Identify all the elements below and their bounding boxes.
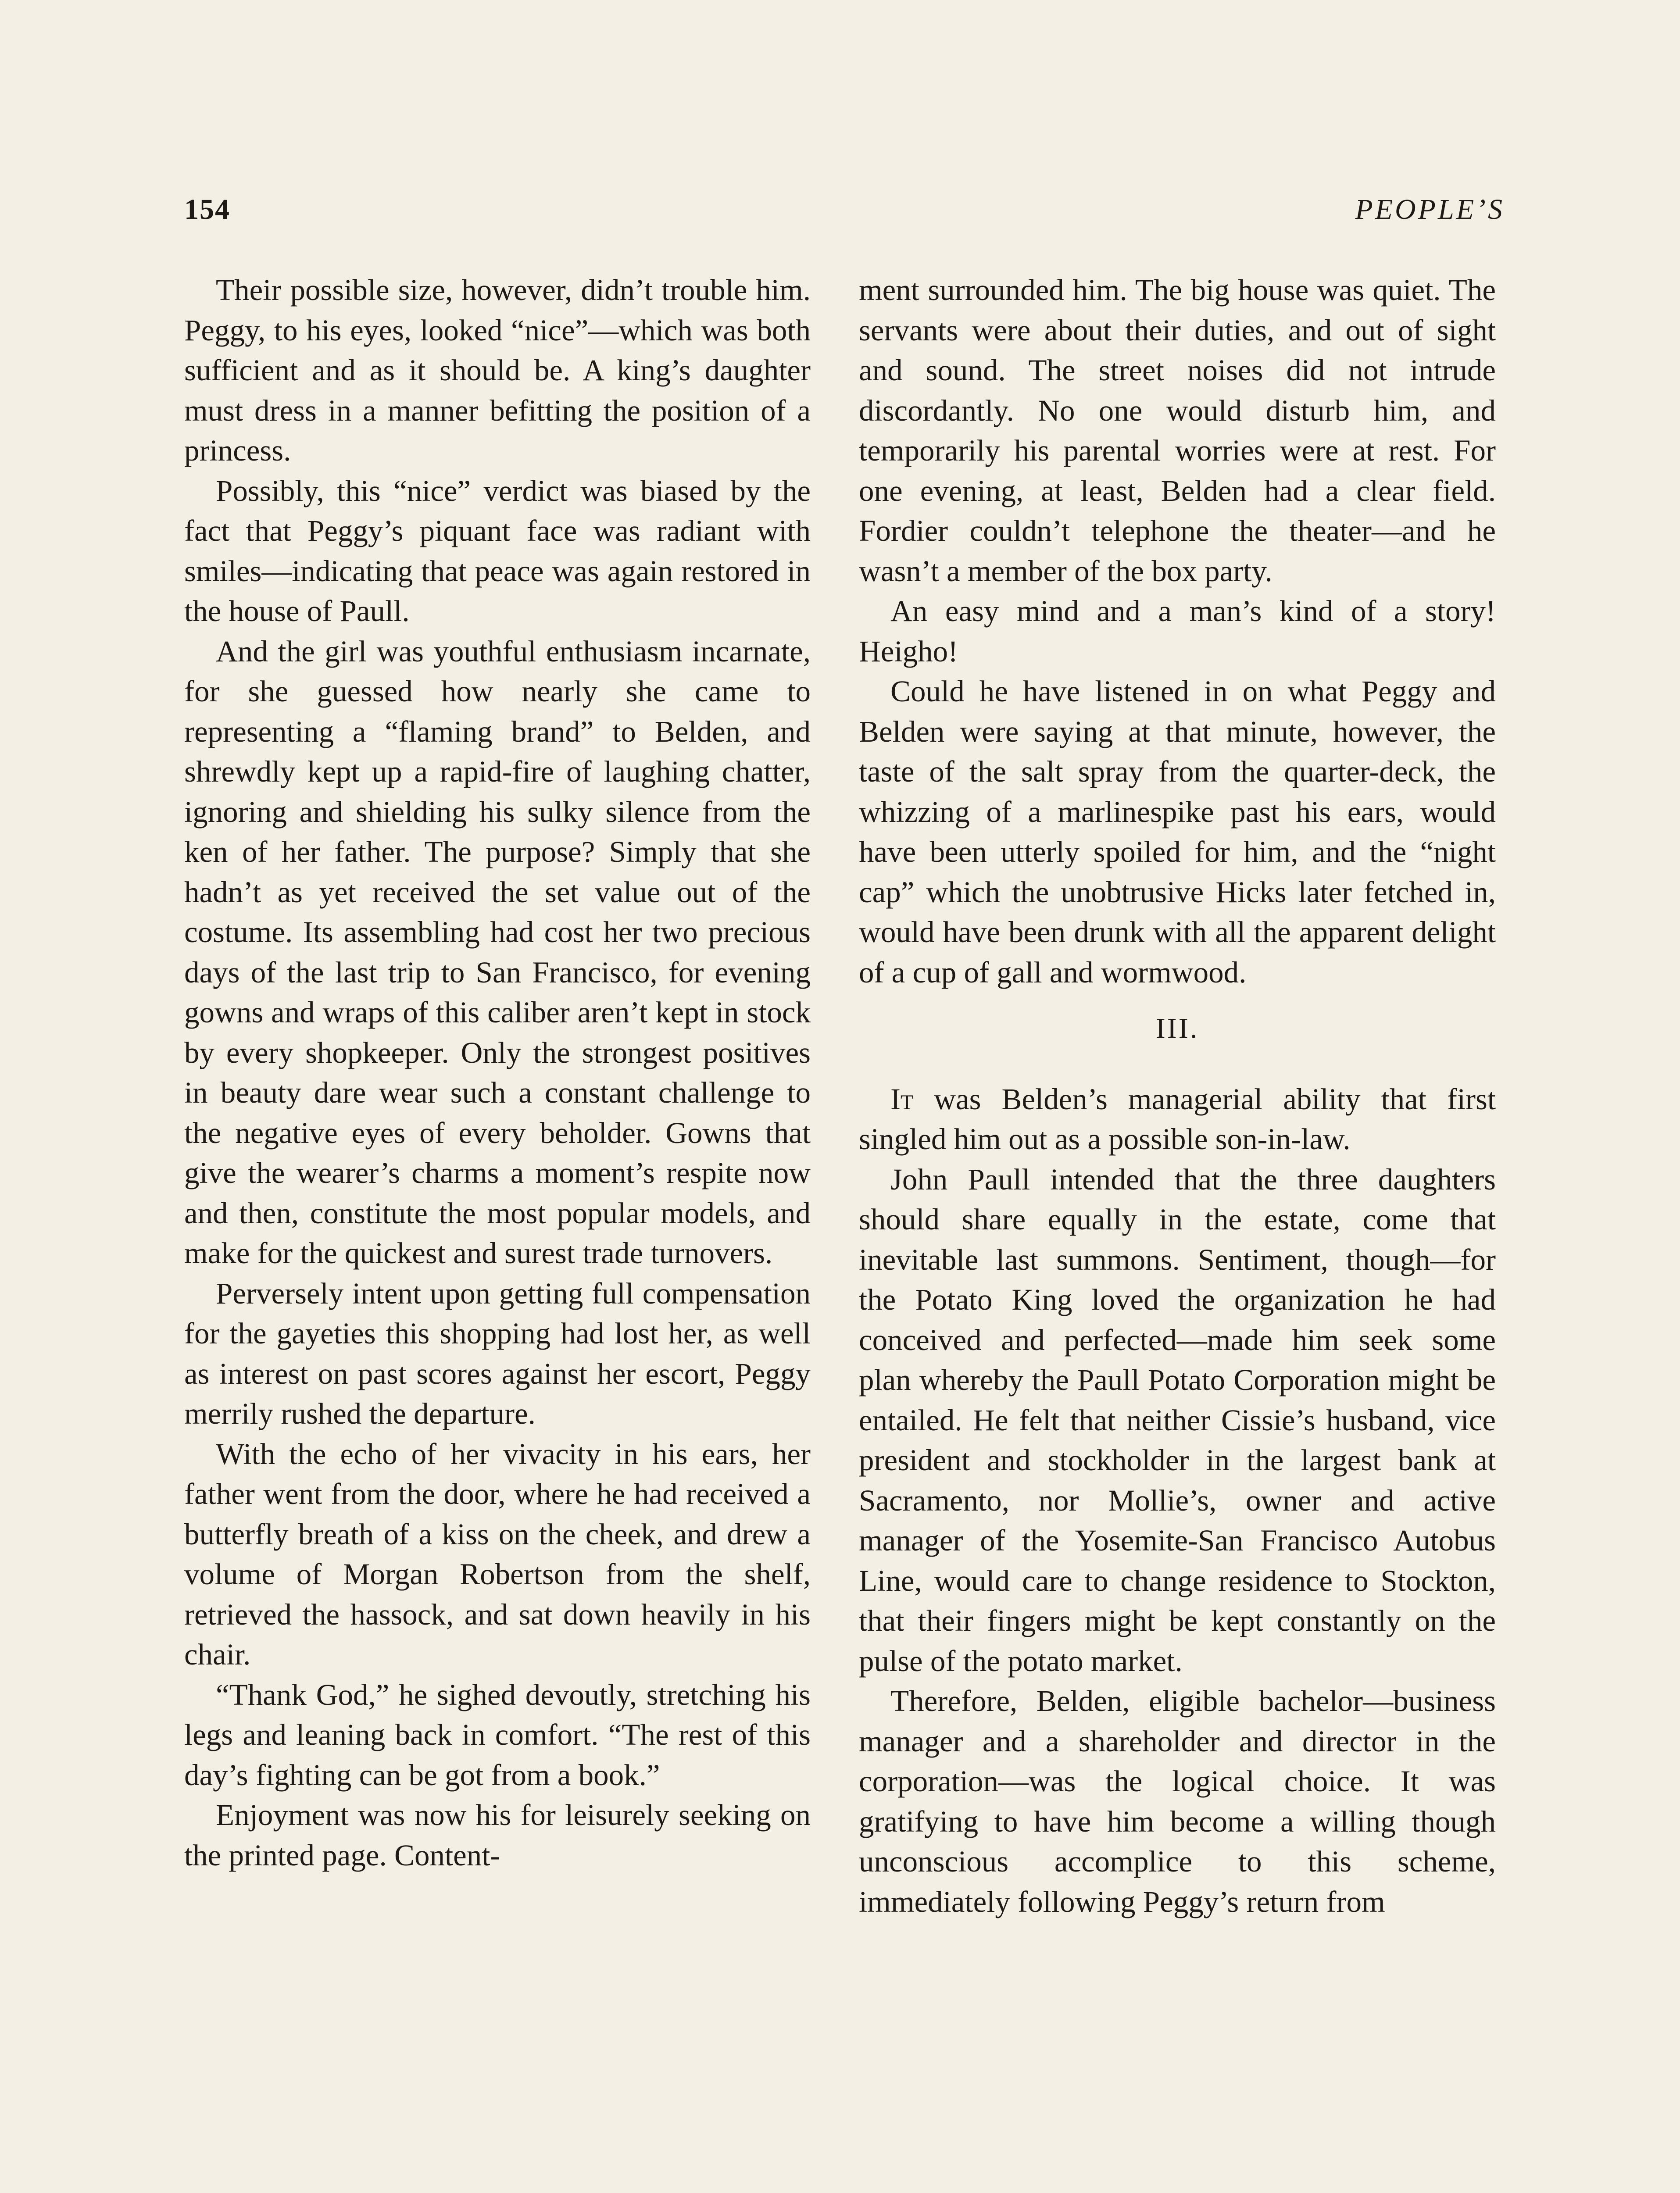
section-first-paragraph <box>859 1079 1496 1160</box>
paragraph: Could he have listened in on what Peggy and Belden were saying at that minute, however, the taste of the salt spray from the quarter-deck, the whizzing of a marlinespike past his ears, would have been utterly spoiled for him, and the “night cap” which the unobtrusive Hicks later fetched in, would have been drunk with all the apparent delight of a cup of gall and wormwood. <box>859 675 1496 989</box>
paragraph-continuation: ment surrounded him. The big house was quiet. The servants were about their duties, and out of sight and sound. The street noises did not intrude discordantly. No one would disturb him, and temporarily his parental worries were at rest. For one evening, at least, Belden had a clear field. Fordier couldn’t telephone the theater—and he wasn’t a member of the box party. <box>859 273 1496 588</box>
paragraph: With the echo of her vivacity in his ears, her father went from the door, where he had received a butterfly breath of a kiss on the cheek, and drew a volume of Morgan Robertson from the shelf, retrieved the hassock, and sat down heavily in his chair. <box>184 1437 811 1671</box>
paragraph: An easy mind and a man’s kind of a story! Heigho! <box>859 594 1496 668</box>
paragraph: And the girl was youthful enthusiasm incarnate, for she guessed how nearly she came to representing a “flaming brand” to Belden, and shrewdly kept up a rapid-fire of laughing chatter, ignoring and shielding his sulky silence from the ken of her father. The purpose? Simply that she hadn’t as yet received the set value out of the costume. Its assembling had cost her two precious days of the last trip to San Francisco, for evening gowns and wraps of this caliber aren’t kept in stock by every shopkeeper. Only the strongest positives in beauty dare wear such a constant challenge to the negative eyes of every beholder. Gowns that give the wearer’s charms a moment’s respite now and then, constitute the most popular models, and make for the quickest and surest trade turnovers. <box>184 634 811 1270</box>
paragraph: Perversely intent upon getting full compensation for the gayeties this shopping had lost her, as well as interest on past scores against her escort, Peggy merrily rushed the departure. <box>184 1276 811 1430</box>
paragraph: “Thank God,” he sighed devoutly, stretching his legs and leaning back in comfort. “The rest of this day’s fighting can be got from a book.” <box>184 1678 811 1792</box>
section-heading: III. <box>1155 1012 1199 1044</box>
paragraph: Possibly, this “nice” verdict was biased by the fact that Peggy’s piquant face was radiant with smiles—indicating that peace was again restored in the house of Paull. <box>184 474 811 628</box>
section-first-text: was Belden’s managerial ability that first singled him out as a possible son-in-law. <box>859 1082 1496 1156</box>
page-number: 154 <box>184 193 230 225</box>
paragraph: Enjoyment was now his for leisurely seeking on the printed page. Content- <box>184 1798 811 1872</box>
paragraph: Their possible size, however, didn’t trouble him. Peggy, to his eyes, looked “nice”—which was both sufficient and as it should be. A king’s daughter must dress in a manner befitting the position of a princess. <box>184 273 811 467</box>
left-column <box>184 270 811 1875</box>
page-header <box>184 193 1505 232</box>
section-lead-word: It <box>890 1082 914 1116</box>
paragraph: John Paull intended that the three daughters should share equally in the estate, come that inevitable last summons. Sentiment, though—for the Potato King loved the organization he had conceived and perfected—made him seek some plan whereby the Paull Potato Corporation might be entailed. He felt that neither Cissie’s husband, vice president and stockholder in the largest bank at Sacramento, nor Mollie’s, owner and active manager of the Yosemite-San Francisco Autobus Line, would care to change residence to Stockton, that their fingers might be kept constantly on the pulse of the potato market. <box>859 1162 1496 1678</box>
running-head: PEOPLE’S <box>1355 193 1505 225</box>
paragraph: Therefore, Belden, eligible bachelor—business manager and a shareholder and director in the corporation—was the logical choice. It was gratifying to have him become a willing though unconscious accomplice to this scheme, immediately following Peggy’s return from <box>859 1684 1496 1918</box>
right-column <box>859 270 1496 1922</box>
